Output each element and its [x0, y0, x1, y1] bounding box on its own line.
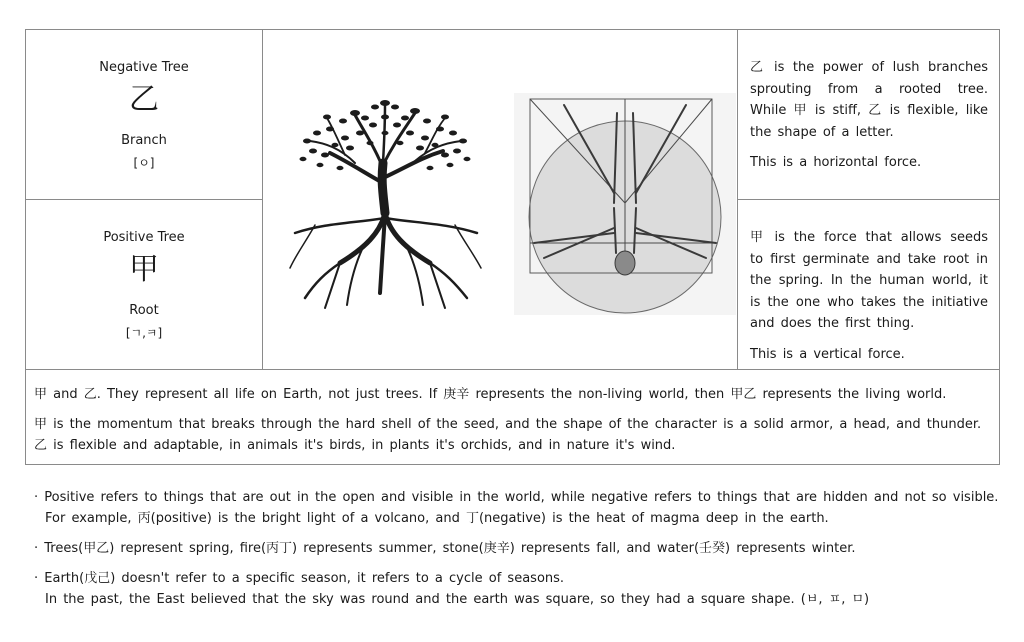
positive-tree-cell	[26, 200, 263, 369]
note-1-line-2: For example, 丙(positive) is the bright light of a volcano, and 丁(negative) is the heat of magma deep in the earth.	[45, 511, 829, 526]
note-2-line-1: · Trees(甲乙) represent spring, fire(丙丁) represents summer, stone(庚辛) represents fall, and water(壬癸) represents winter.	[34, 541, 856, 556]
notes-section	[34, 487, 1004, 619]
positive-tree-label: Positive Tree	[103, 230, 185, 245]
summary-cell	[26, 369, 999, 464]
negative-tree-consonant: [ㅇ]	[133, 156, 155, 170]
note-1-line-1: · Positive refers to things that are out in the open and visible in the world, while negative refers to things that are hidden and not so visible.	[34, 490, 999, 505]
positive-tree-consonant: [ㄱ,ㅋ]	[125, 326, 163, 340]
positive-tree-meaning: Root	[129, 303, 159, 318]
illustration-cell	[263, 30, 738, 369]
summary-line-2: 甲 is the momentum that breaks through the hard shell of the seed, and the shape of the character is a solid armor, a head, and thunder.	[34, 417, 982, 432]
note-item	[34, 538, 1004, 559]
negative-tree-meaning: Branch	[121, 133, 167, 148]
negative-tree-character: 乙	[129, 82, 159, 117]
vitruvian-man-illustration	[514, 93, 736, 315]
negative-tree-label: Negative Tree	[99, 60, 189, 75]
note-item	[34, 568, 1004, 610]
positive-tree-character: 甲	[129, 252, 159, 287]
eul-force-text: This is a horizontal force.	[750, 155, 922, 170]
element-table	[25, 29, 1000, 465]
note-3-line-2: In the past, the East believed that the sky was round and the earth was square, so they had a square shape. (ㅂ, ㅍ, ㅁ)	[45, 592, 870, 607]
note-item	[34, 487, 1004, 529]
note-3-line-1: · Earth(戊己) doesn't refer to a specific season, it refers to a cycle of seasons.	[34, 571, 565, 586]
summary-line-3: 乙 is flexible and adaptable, in animals it's birds, in plants it's orchids, and in nature it's wind.	[34, 438, 676, 453]
negative-tree-cell	[26, 30, 263, 200]
gap-description	[738, 200, 999, 369]
eul-description	[738, 30, 999, 200]
gap-description-text: 甲 is the force that allows seeds to first germinate and take root in the spring. In the human world, it is the one who takes the initiative and does the first thing.	[750, 230, 988, 331]
tree-of-life-illustration	[285, 93, 485, 313]
gap-force-text: This is a vertical force.	[750, 346, 905, 362]
summary-line-1: 甲 and 乙. They represent all life on Earth, not just trees. If 庚辛 represents the non-living world, then 甲乙 represents the living world.	[34, 387, 947, 402]
eul-description-text: 乙 is the power of lush branches sprouting from a rooted tree. While 甲 is stiff, 乙 is flexible, like the shape of a letter.	[750, 60, 988, 140]
